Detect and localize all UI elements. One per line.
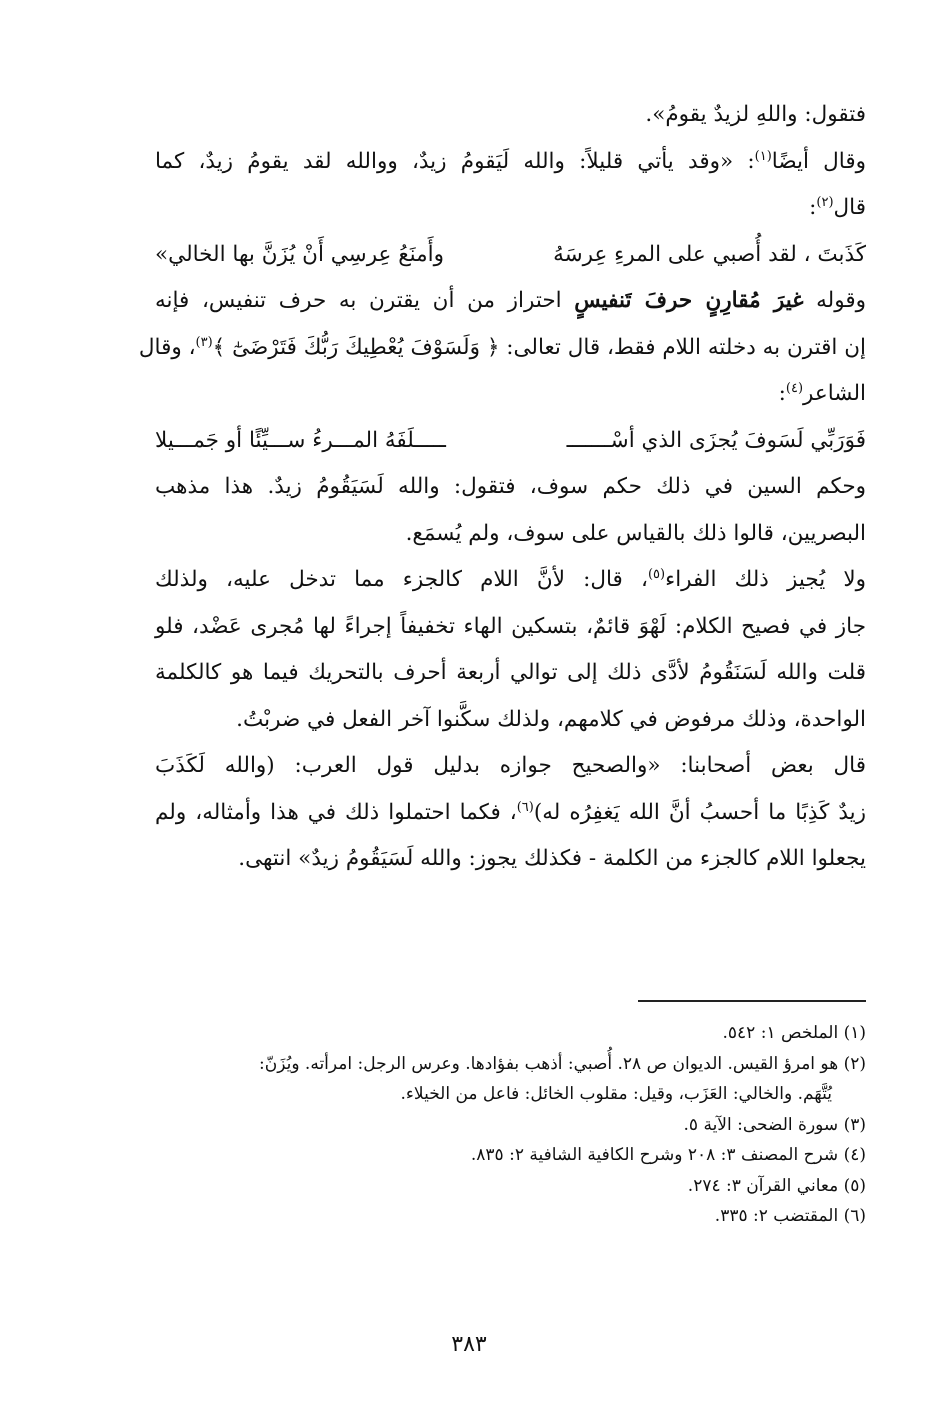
text-line: قال بعض أصحابنا: «والصحيح جوازه بدليل قول العرب: (والله لَكَذَبَ xyxy=(155,753,866,778)
footnote-divider xyxy=(638,1000,866,1002)
verse-line xyxy=(155,232,866,279)
footnote: (٤) شرح المصنف ٣: ٢٠٨ وشرح الكافية الشافية ٢: ٨٣٥. xyxy=(470,1145,866,1165)
verse-first-hemistich: كَذَبتَ ، لقد أُصبي على المرءِ عِرسَهُ xyxy=(553,241,866,267)
text-line: وقال أيضًا$^{(١)}$: «وقد يأتي قليلاً: والله لَيَقومُ زيدٌ، ووالله لقد يقومُ زيدٌ، كما xyxy=(155,148,866,174)
footnote-ref: (٢) xyxy=(816,194,834,210)
footnote-ref: (١) xyxy=(754,148,772,164)
verse-first-hemistich: فَوَرَبِّي لَسَوفَ يُجزَى الذي أسْـــــــ xyxy=(566,427,866,453)
text-line: فتقول: واللهِ لزيدٌ يقومُ». xyxy=(645,102,866,127)
text-line: قال$^{(٢)}$: xyxy=(809,194,866,220)
main-text xyxy=(138,92,867,883)
footnotes xyxy=(140,1018,866,1232)
footnote: (٣) سورة الضحى: الآية ٥. xyxy=(683,1114,866,1135)
text-line: وحكم السين في ذلك حكم سوف، فتقول: والله لَسَيَقُومُ زيدٌ. هذا مذهب xyxy=(155,474,866,499)
page-number: ٣٨٣ xyxy=(451,1332,487,1357)
footnote: (٦) المقتضب ٢: ٣٣٥. xyxy=(714,1206,866,1226)
footnote-ref: (٣) xyxy=(195,334,213,350)
text-line: جاز في فصيح الكلام: لَهْوَ قائمٌ، بتسكين الهاء تخفيفاً إجراءً لها مُجرى عَضْد، فلو xyxy=(155,613,866,639)
verse-line xyxy=(155,418,866,465)
text-line: يجعلوا اللام كالجزء من الكلمة - فكذلك يجوز: والله لَسَيَقُومُ زيدٌ» انتهى. xyxy=(238,846,866,871)
text-line: وقوله غيرَ مُقارِنٍ حرفَ تَنفيسٍ احتراز من أن يقترن به حرف تنفيس، فإنه xyxy=(155,288,867,313)
text-line: الواحدة، وذلك مرفوض في كلامهم، ولذلك سكَّنوا آخر الفعل في ضربْتُ. xyxy=(236,706,866,732)
footnote: (١) الملخص ١: ٥٤٢. xyxy=(722,1023,866,1043)
footnote-ref: (٤) xyxy=(785,380,804,396)
text-line: زيدٌ كَذِبًا ما أحسبُ أنَّ الله يَغفِرُه له)$^{(٦)}$، فكما احتملوا ذلك في هذا وأمثاله، ولم xyxy=(155,799,866,825)
footnote-ref: (٦) xyxy=(516,799,534,815)
verse-second-hemistich: وأَمنَعُ عِرسِي أَنْ يُزَنَّ بها الخالي» xyxy=(155,241,445,267)
footnote: (٢) هو امرؤ القيس. الديوان ص ٢٨. أُصبي: أذهب بفؤادها. وعرس الرجل: امرأته. ويُزَنّ: xyxy=(259,1053,866,1074)
footnote-ref: (٥) xyxy=(647,566,666,582)
footnote: (٥) معاني القرآن ٣: ٢٧٤. xyxy=(687,1175,866,1196)
text-line: قلت والله لَسَنَقُومُ لأدَّى ذلك إلى توالي أربعة أحرف بالتحريك فيما هو كالكلمة xyxy=(155,660,866,685)
text-line: الشاعر$^{(٤)}$: xyxy=(778,380,866,406)
text-line: إن اقترن به دخلته اللام فقط، قال تعالى: ﴿ وَلَسَوْفَ يُعْطِيكَ رَبُّكَ فَتَرْضَىٰٓ ﴾$^{(٣)}$، وقال xyxy=(138,334,866,360)
text-line: البصريين، قالوا ذلك بالقياس على سوف، ولم يُسمَع. xyxy=(405,520,866,546)
verse-second-hemistich: ـــــلَفَهُ المـــرءُ ســـيِّئًا أو جَمـــيلا xyxy=(155,427,446,453)
text-line: ولا يُجيز ذلك الفراء$^{(٥)}$، قال: لأنَّ اللام كالجزء مما تدخل عليه، ولذلك xyxy=(155,566,867,592)
bold-phrase: غيرَ مُقارِنٍ حرفَ تَنفيسٍ xyxy=(574,288,804,313)
footnote-continuation: يُتَّهَم. والخالي: العَزَب، وقيل: مقلوب الخائل: فاعل من الخيلاء. xyxy=(400,1084,832,1104)
